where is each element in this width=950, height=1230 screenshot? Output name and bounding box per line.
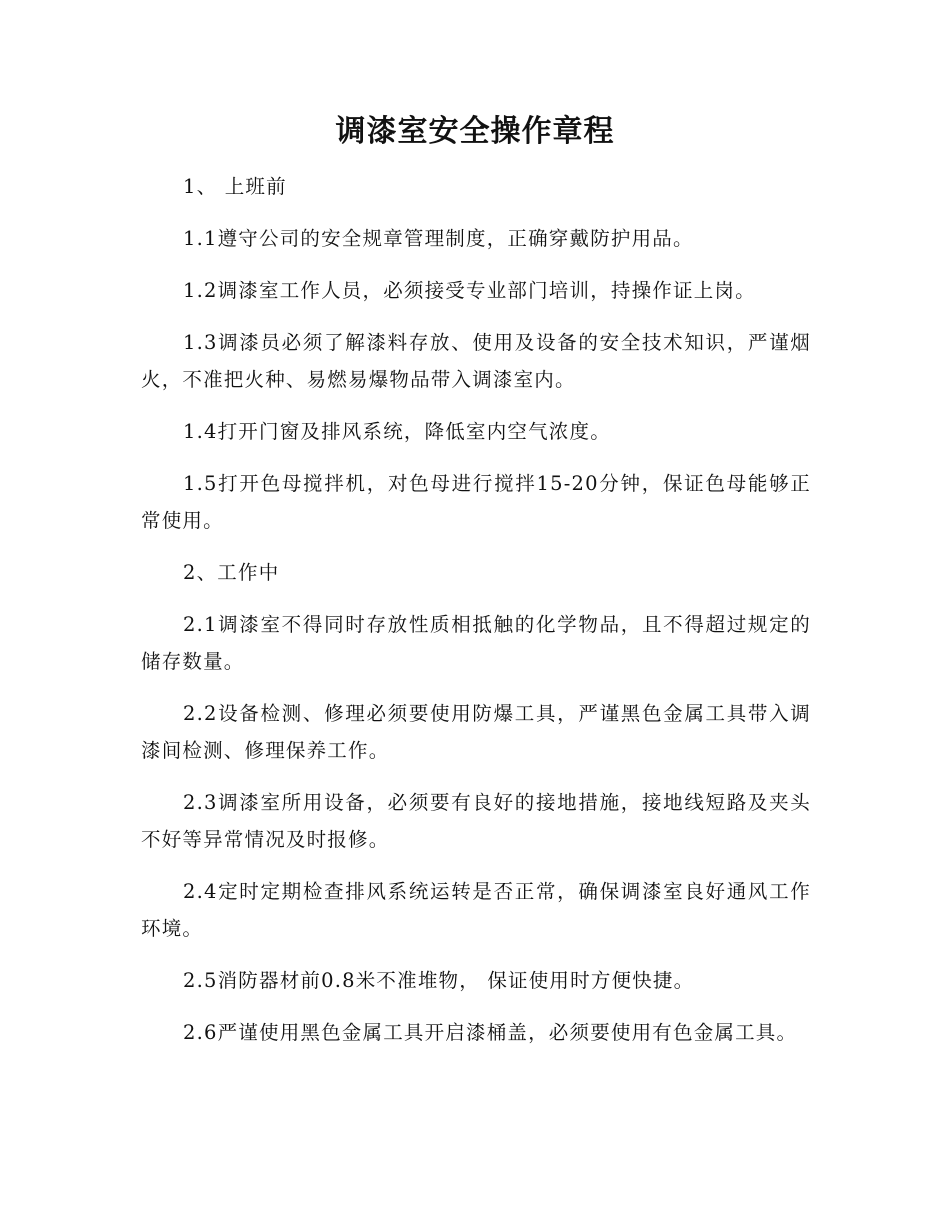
- paragraph-2-4: 2.4定时定期检查排风系统运转是否正常，确保调漆室良好通风工作环境。: [141, 880, 811, 940]
- paragraph-1-5: 1.5打开色母搅拌机，对色母进行搅拌15-20分钟，保证色母能够正常使用。: [141, 472, 811, 532]
- paragraph-2-2: 2.2设备检测、修理必须要使用防爆工具，严谨黑色金属工具带入调漆间检测、修理保养工作。: [141, 702, 811, 762]
- document-body: [141, 168, 811, 1066]
- paragraph-2-5: 2.5消防器材前0.8米不准堆物， 保证使用时方便快捷。: [183, 969, 695, 992]
- section-heading-during-work: 2、工作中: [183, 561, 280, 584]
- paragraph-1-2: 1.2调漆室工作人员，必须接受专业部门培训，持操作证上岗。: [183, 279, 756, 302]
- paragraph-1-4: 1.4打开门窗及排风系统，降低室内空气浓度。: [183, 420, 611, 443]
- paragraph-2-1: 2.1调漆室不得同时存放性质相抵触的化学物品，且不得超过规定的储存数量。: [141, 613, 811, 673]
- paragraph-2-3: 2.3调漆室所用设备，必须要有良好的接地措施，接地线短路及夹头不好等异常情况及时报修。: [141, 791, 811, 851]
- paragraph-2-6: 2.6严谨使用黑色金属工具开启漆桶盖，必须要使用有色金属工具。: [183, 1021, 798, 1044]
- page-title: 调漆室安全操作章程: [335, 114, 615, 149]
- paragraph-1-1: 1.1遵守公司的安全规章管理制度，正确穿戴防护用品。: [183, 227, 694, 250]
- section-heading-before-work: 1、 上班前: [183, 175, 287, 198]
- paragraph-1-3: 1.3调漆员必须了解漆料存放、使用及设备的安全技术知识，严谨烟火，不准把火种、易燃易爆物品带入调漆室内。: [141, 331, 811, 391]
